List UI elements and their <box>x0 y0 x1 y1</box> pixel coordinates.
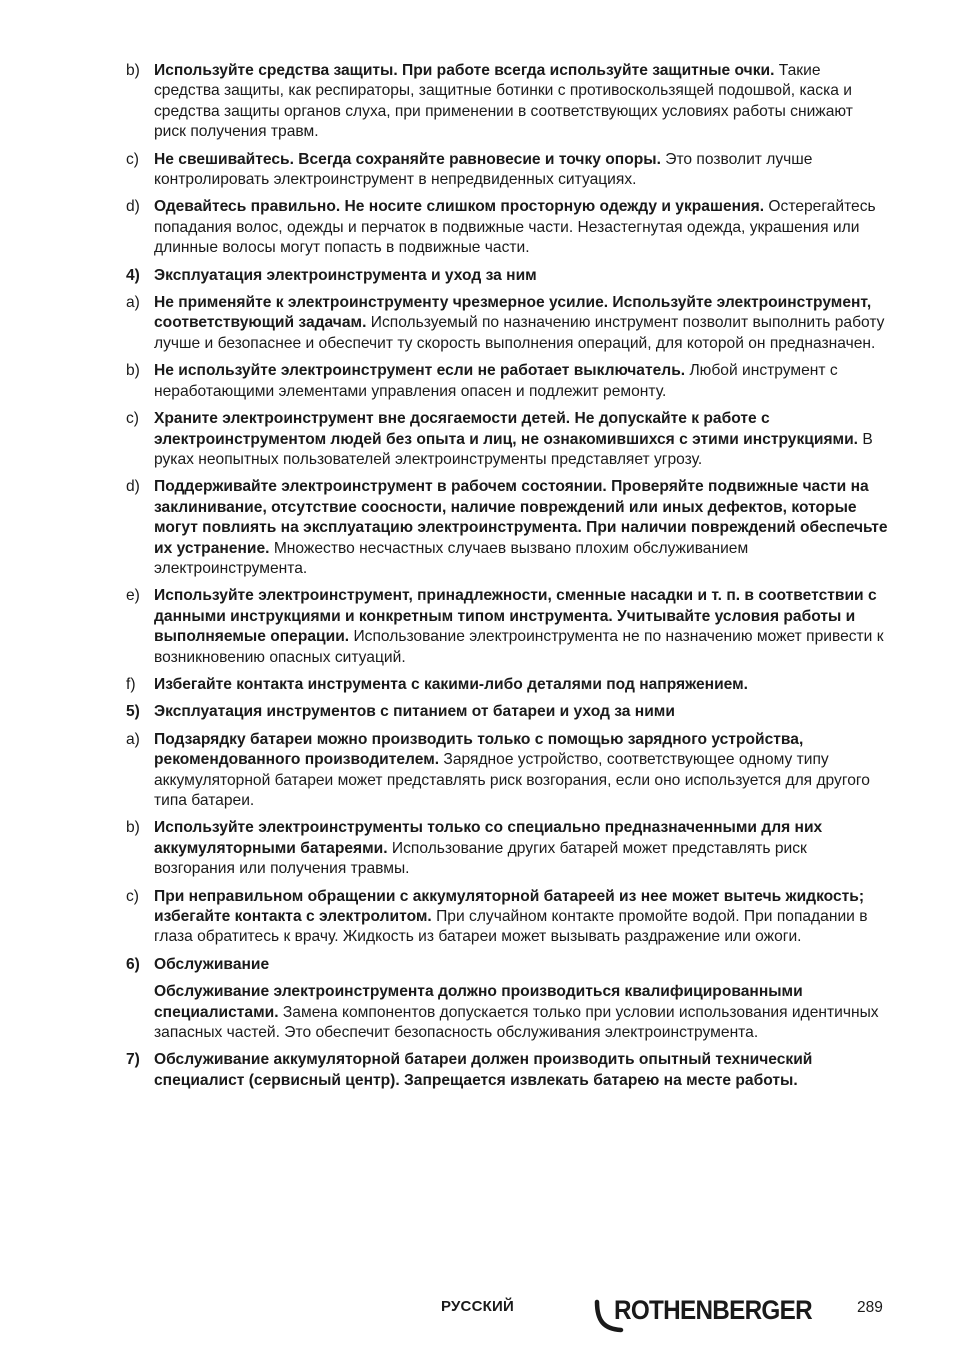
item-text <box>154 982 888 1043</box>
section-number: 4) <box>126 266 140 284</box>
list-item <box>126 982 888 1043</box>
item-bold-text: Не применяйте к электроинструменту чрезмерное усилие. Используйте электроинструмент, соответствующий задачам. <box>154 294 872 332</box>
item-text <box>154 409 888 470</box>
item-text <box>154 293 888 354</box>
item-regular-text: Такие средства защиты, как респираторы, защитные ботинки с противоскользящей подошвой, каска и средства защиты органов слуха, при применении в соответствующих условиях работы снижают риск получения травм. <box>154 62 853 141</box>
item-bold-text: Эксплуатация электроинструмента и уход за ним <box>154 266 537 284</box>
item-marker: b) <box>126 362 140 380</box>
document-body <box>126 61 888 1098</box>
section-title <box>154 266 888 286</box>
item-bold-text: Поддерживайте электроинструмент в рабочем состоянии. Проверяйте подвижные части на заклинивание, отсутствие соосности, наличие повреждений или иных дефектов, которые могут повлиять на эксплуатацию электроинструмента. При наличии повреждений обеспечьте их устранение. <box>154 478 888 557</box>
item-bold-text: Избегайте контакта инструмента с какими-либо деталями под напряжением. <box>154 675 749 693</box>
item-bold-text: Обслуживание <box>154 955 270 973</box>
section-title <box>154 702 888 722</box>
list-item <box>126 150 888 191</box>
item-bold-text: Используйте средства защиты. При работе всегда используйте защитные очки. <box>154 62 775 79</box>
item-text <box>154 150 888 191</box>
page-number: 289 <box>857 1299 883 1316</box>
item-marker: d) <box>126 198 140 216</box>
item-marker: e) <box>126 587 140 605</box>
item-text <box>154 675 888 695</box>
item-marker: a) <box>126 294 140 312</box>
section-number: 6) <box>126 955 140 973</box>
item-bold-text: При неправильном обращении с аккумуляторной батареей из нее может вытечь жидкость; избегайте контакта с электролитом. <box>154 887 865 926</box>
item-bold-text: Одевайтесь правильно. Не носите слишком просторную одежду и украшения. <box>154 198 765 216</box>
item-marker: b) <box>126 62 140 79</box>
item-bold-text: Используйте электроинструмент, принадлежности, сменные насадки и т. п. в соответствии с данными инструкциями и конкретным типом инструмента. Учитывайте условия работы и выполняемые операции. <box>154 587 877 646</box>
item-bold-text: Не используйте электроинструмент если не работает выключатель. <box>154 362 686 380</box>
item-regular-text: Остерегайтесь попадания волос, одежды и перчаток в подвижные части. Незастегнутая одежда, украшения или длинные волосы могут попасть в подвижные части. <box>154 198 876 257</box>
list-item <box>126 730 888 812</box>
item-bold-text: Эксплуатация инструментов с питанием от батареи и уход за ними <box>154 703 675 721</box>
item-regular-text: Это позволит лучше контролировать электроинструмент в непредвиденных ситуациях. <box>154 150 813 189</box>
item-regular-text: В руках неопытных пользователей электроинструменты представляет угрозу. <box>154 430 873 468</box>
section-title <box>154 1050 888 1091</box>
item-text <box>154 730 888 812</box>
item-marker: c) <box>126 150 139 168</box>
brand-name: ROTHENBERGER <box>614 1295 812 1325</box>
item-marker: b) <box>126 819 140 837</box>
list-item <box>126 675 888 695</box>
item-marker: d) <box>126 478 140 496</box>
list-item <box>126 887 888 948</box>
footer-language: РУССКИЙ <box>441 1298 514 1315</box>
list-item <box>126 409 888 470</box>
section-title <box>154 955 888 975</box>
item-marker <box>126 982 154 1043</box>
list-item <box>126 197 888 258</box>
section-heading <box>126 266 888 286</box>
list-item <box>126 293 888 354</box>
item-regular-text: Замена компонентов допускается только при условии использования идентичных запасных частей. Это обеспечит безопасность обслуживания электроинструмента. <box>154 1003 879 1042</box>
item-text <box>154 586 888 668</box>
item-text <box>154 61 888 143</box>
item-marker: a) <box>126 730 140 748</box>
item-bold-text: Обслуживание электроинструмента должно производиться квалифицированными специалистами. <box>154 983 803 1021</box>
brand-logo <box>594 1295 838 1337</box>
item-regular-text: Зарядное устройство, соответствующее одному типу аккумуляторной батареи может представлять риск возгорания, если оно используется для другого типа батареи. <box>154 751 870 809</box>
item-bold-text: Используйте электроинструменты только со специально предназначенными для них аккумуляторными батареями. <box>154 819 823 857</box>
list-item <box>126 818 888 879</box>
item-regular-text: Множество несчастных случаев вызвано плохим обслуживанием электроинструмента. <box>154 539 749 577</box>
item-bold-text: Обслуживание аккумуляторной батареи должен производить опытный технический специалист (сервисный центр). Запрещается извлекать батарею на месте работы. <box>154 1051 813 1089</box>
section-heading <box>126 955 888 975</box>
list-item <box>126 586 888 668</box>
item-bold-text: Не свешивайтесь. Всегда сохраняйте равновесие и точку опоры. <box>154 150 661 168</box>
item-regular-text: Использование электроинструмента не по назначению может привести к возникновению опасных ситуаций. <box>154 628 884 666</box>
item-regular-text: Любой инструмент с неработающими элементами управления опасен и подлежит ремонту. <box>154 362 838 400</box>
section-heading <box>126 702 888 722</box>
list-item <box>126 361 888 402</box>
item-regular-text: При случайном контакте промойте водой. При попадании в глаза обратитесь к врачу. Жидкость из батареи может вызывать раздражение или ожоги. <box>154 908 868 946</box>
item-regular-text: Использование других батарей может представлять риск возгорания или получения травмы. <box>154 839 807 878</box>
section-heading <box>126 1050 888 1091</box>
section-number: 7) <box>126 1051 140 1069</box>
item-bold-text: Храните электроинструмент вне досягаемости детей. Не допускайте к работе с электроинструментом людей без опыта и лиц, не ознакомившихся с этими инструкциями. <box>154 410 859 448</box>
item-regular-text: Используемый по назначению инструмент позволит выполнить работу лучше и безопаснее и обеспечит ту скорость выполнения операций, для которой он предназначен. <box>154 314 885 352</box>
item-marker: c) <box>126 410 139 428</box>
section-number: 5) <box>126 703 140 721</box>
item-text <box>154 197 888 258</box>
item-marker: f) <box>126 675 136 693</box>
item-text <box>154 818 888 879</box>
item-text <box>154 361 888 402</box>
item-text <box>154 477 888 579</box>
item-bold-text: Подзарядку батареи можно производить только с помощью зарядного устройства, рекомендованного производителем. <box>154 730 804 769</box>
list-item <box>126 477 888 579</box>
item-marker: c) <box>126 887 139 905</box>
list-item <box>126 61 888 143</box>
item-text <box>154 887 888 948</box>
